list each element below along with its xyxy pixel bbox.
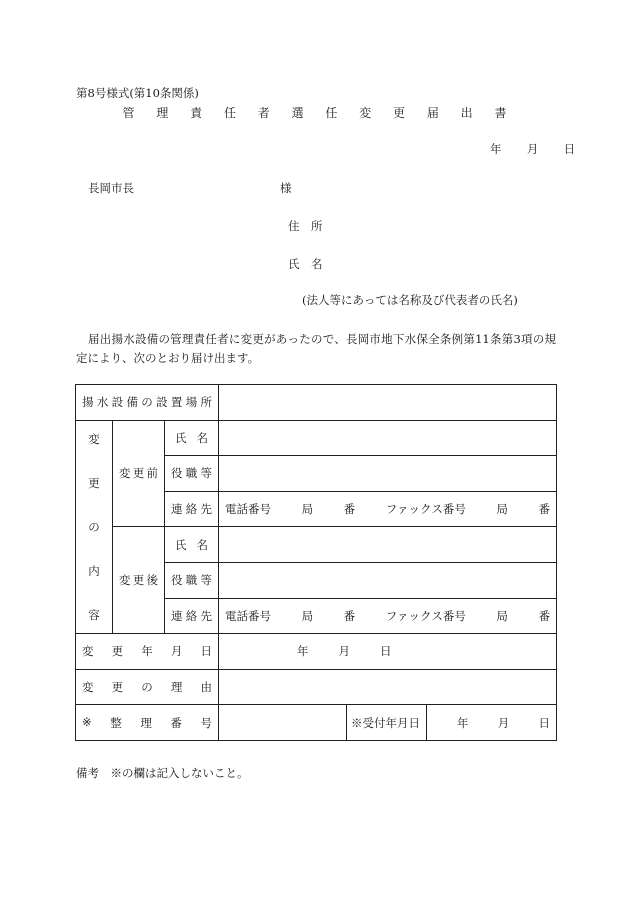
label-char: 由 <box>200 680 212 695</box>
label-char: 役 <box>171 573 183 588</box>
fax-label: ファックス番号 <box>385 502 466 517</box>
after-position-label <box>165 572 218 588</box>
label-char: 場 <box>185 395 198 410</box>
after-contact-label-cell <box>165 598 219 634</box>
content-label-cell <box>76 420 113 634</box>
label-char: 番 <box>170 715 182 730</box>
label-char: 置 <box>170 395 183 410</box>
label-char: 変 <box>119 573 131 588</box>
label-char: 氏 <box>175 537 187 552</box>
label-char: 号 <box>200 715 213 730</box>
label-char: 変 <box>119 466 131 481</box>
received-input[interactable] <box>427 705 557 741</box>
change-date-year: 年 <box>297 644 309 659</box>
row-after-name <box>76 527 557 563</box>
before-position-input[interactable] <box>219 456 557 492</box>
received-year: 年 <box>457 715 469 730</box>
reason-label-cell <box>76 669 219 705</box>
label-char: 名 <box>196 430 209 445</box>
before-label <box>113 465 164 481</box>
label-char: 更 <box>111 644 124 659</box>
after-name-label <box>165 537 218 553</box>
row-before-name <box>76 420 557 456</box>
label-char: 等 <box>200 466 212 481</box>
date-month-label: 月 <box>526 142 539 156</box>
phone-label: 電話番号 <box>225 608 272 623</box>
label-char: 氏 <box>175 430 187 445</box>
before-name-input[interactable] <box>219 420 557 456</box>
label-char: 役 <box>171 466 183 481</box>
reference-input[interactable] <box>219 705 347 741</box>
received-day: 日 <box>538 715 551 730</box>
label-char: 整 <box>110 715 122 730</box>
label-char: 設 <box>111 395 124 410</box>
label-char: 連 <box>171 608 183 623</box>
content-label <box>76 423 112 631</box>
applicant-name-note: (法人等にあっては名称及び代表者の氏名) <box>302 293 518 307</box>
after-contact-label <box>165 608 218 624</box>
label-char: 揚 <box>82 395 94 410</box>
label-char: の <box>141 680 153 695</box>
label-char: 更 <box>132 573 145 588</box>
label-char: 更 <box>111 680 124 695</box>
label-char: 月 <box>170 644 183 659</box>
label-char: 備 <box>126 395 138 410</box>
body-text: 届出揚水設備の管理責任者に変更があったので、長岡市地下水保全条例第11条第3項の規定により、次のとおり届け出ます。 <box>76 332 556 365</box>
label-char: の <box>141 395 153 410</box>
label-char: 理 <box>170 680 183 695</box>
phone-kyoku-label: 局 <box>301 608 314 623</box>
applicant-name-label: 氏 名 <box>288 257 323 271</box>
form-table <box>75 384 557 741</box>
label-char: 変 <box>82 680 94 695</box>
before-position-label <box>165 465 218 481</box>
fax-ban-label: 番 <box>538 608 550 623</box>
before-position-label-cell <box>165 456 219 492</box>
before-contact-label-cell <box>165 491 219 527</box>
submission-date <box>490 141 575 157</box>
before-contact-input[interactable] <box>219 491 557 527</box>
after-name-input[interactable] <box>219 527 557 563</box>
location-input[interactable] <box>219 385 557 421</box>
label-char: 職 <box>185 573 198 588</box>
row-reference <box>76 705 557 741</box>
received-label: ※受付年月日 <box>351 715 421 730</box>
fax-kyoku-label: 局 <box>496 608 508 623</box>
document-title: 管 理 責 任 者 選 任 変 更 届 出 書 <box>122 106 516 120</box>
label-char: 等 <box>200 573 212 588</box>
row-reason <box>76 669 557 705</box>
received-month: 月 <box>497 715 510 730</box>
label-char: 変 <box>88 431 100 446</box>
change-date-input[interactable] <box>219 634 557 670</box>
label-char: 更 <box>88 475 100 490</box>
before-name-label <box>165 430 218 446</box>
reason-input[interactable] <box>219 669 557 705</box>
label-char: 日 <box>200 644 212 659</box>
remarks: 備考 ※の欄は記入しないこと。 <box>76 766 249 780</box>
location-label <box>76 394 218 410</box>
label-char: 連 <box>171 502 183 517</box>
after-contact-input[interactable] <box>219 598 557 634</box>
reference-label-cell <box>76 705 219 741</box>
after-label-cell <box>113 527 165 634</box>
label-char: 後 <box>146 573 158 588</box>
after-label <box>113 572 164 588</box>
form-number: 第8号様式(第10条関係) <box>76 86 199 100</box>
change-date-label-cell <box>76 634 219 670</box>
change-date-day: 日 <box>380 644 392 659</box>
date-day-label: 日 <box>563 142 576 156</box>
reason-label <box>76 679 218 695</box>
phone-label: 電話番号 <box>225 502 272 517</box>
label-char: 先 <box>200 502 212 517</box>
label-char: 絡 <box>185 608 198 623</box>
fax-kyoku-label: 局 <box>496 502 508 517</box>
label-char: 前 <box>146 466 158 481</box>
label-char: 年 <box>141 644 153 659</box>
after-name-label-cell <box>165 527 219 563</box>
before-name-label-cell <box>165 420 219 456</box>
label-char: 容 <box>88 607 100 622</box>
change-date-month: 月 <box>338 644 351 659</box>
label-char: 更 <box>132 466 145 481</box>
fax-ban-label: 番 <box>538 502 550 517</box>
label-char: 理 <box>140 715 152 730</box>
label-char: 水 <box>96 395 109 410</box>
location-label-cell <box>76 385 219 421</box>
label-char: 設 <box>156 395 168 410</box>
label-char: 変 <box>82 644 94 659</box>
after-position-input[interactable] <box>219 562 557 598</box>
phone-ban-label: 番 <box>343 502 356 517</box>
applicant-address-label: 住 所 <box>288 219 323 233</box>
phone-ban-label: 番 <box>343 608 356 623</box>
label-char: 絡 <box>185 502 198 517</box>
addressee-name: 長岡市長 <box>88 181 134 195</box>
row-location <box>76 385 557 421</box>
phone-kyoku-label: 局 <box>301 502 314 517</box>
received-label-cell <box>347 705 427 741</box>
label-char: 所 <box>200 395 212 410</box>
change-date-label <box>76 643 218 659</box>
label-char: 先 <box>200 608 212 623</box>
after-position-label-cell <box>165 562 219 598</box>
before-label-cell <box>113 420 165 527</box>
label-char: ※ <box>82 714 92 729</box>
before-contact-label <box>165 501 218 517</box>
date-year-label: 年 <box>490 142 502 156</box>
label-char: の <box>88 519 100 534</box>
label-char: 内 <box>88 563 100 578</box>
fax-label: ファックス番号 <box>385 608 466 623</box>
addressee-honorific: 様 <box>280 181 292 195</box>
row-change-date <box>76 634 557 670</box>
label-char: 職 <box>185 466 198 481</box>
reference-label <box>76 715 218 731</box>
label-char: 名 <box>196 537 209 552</box>
